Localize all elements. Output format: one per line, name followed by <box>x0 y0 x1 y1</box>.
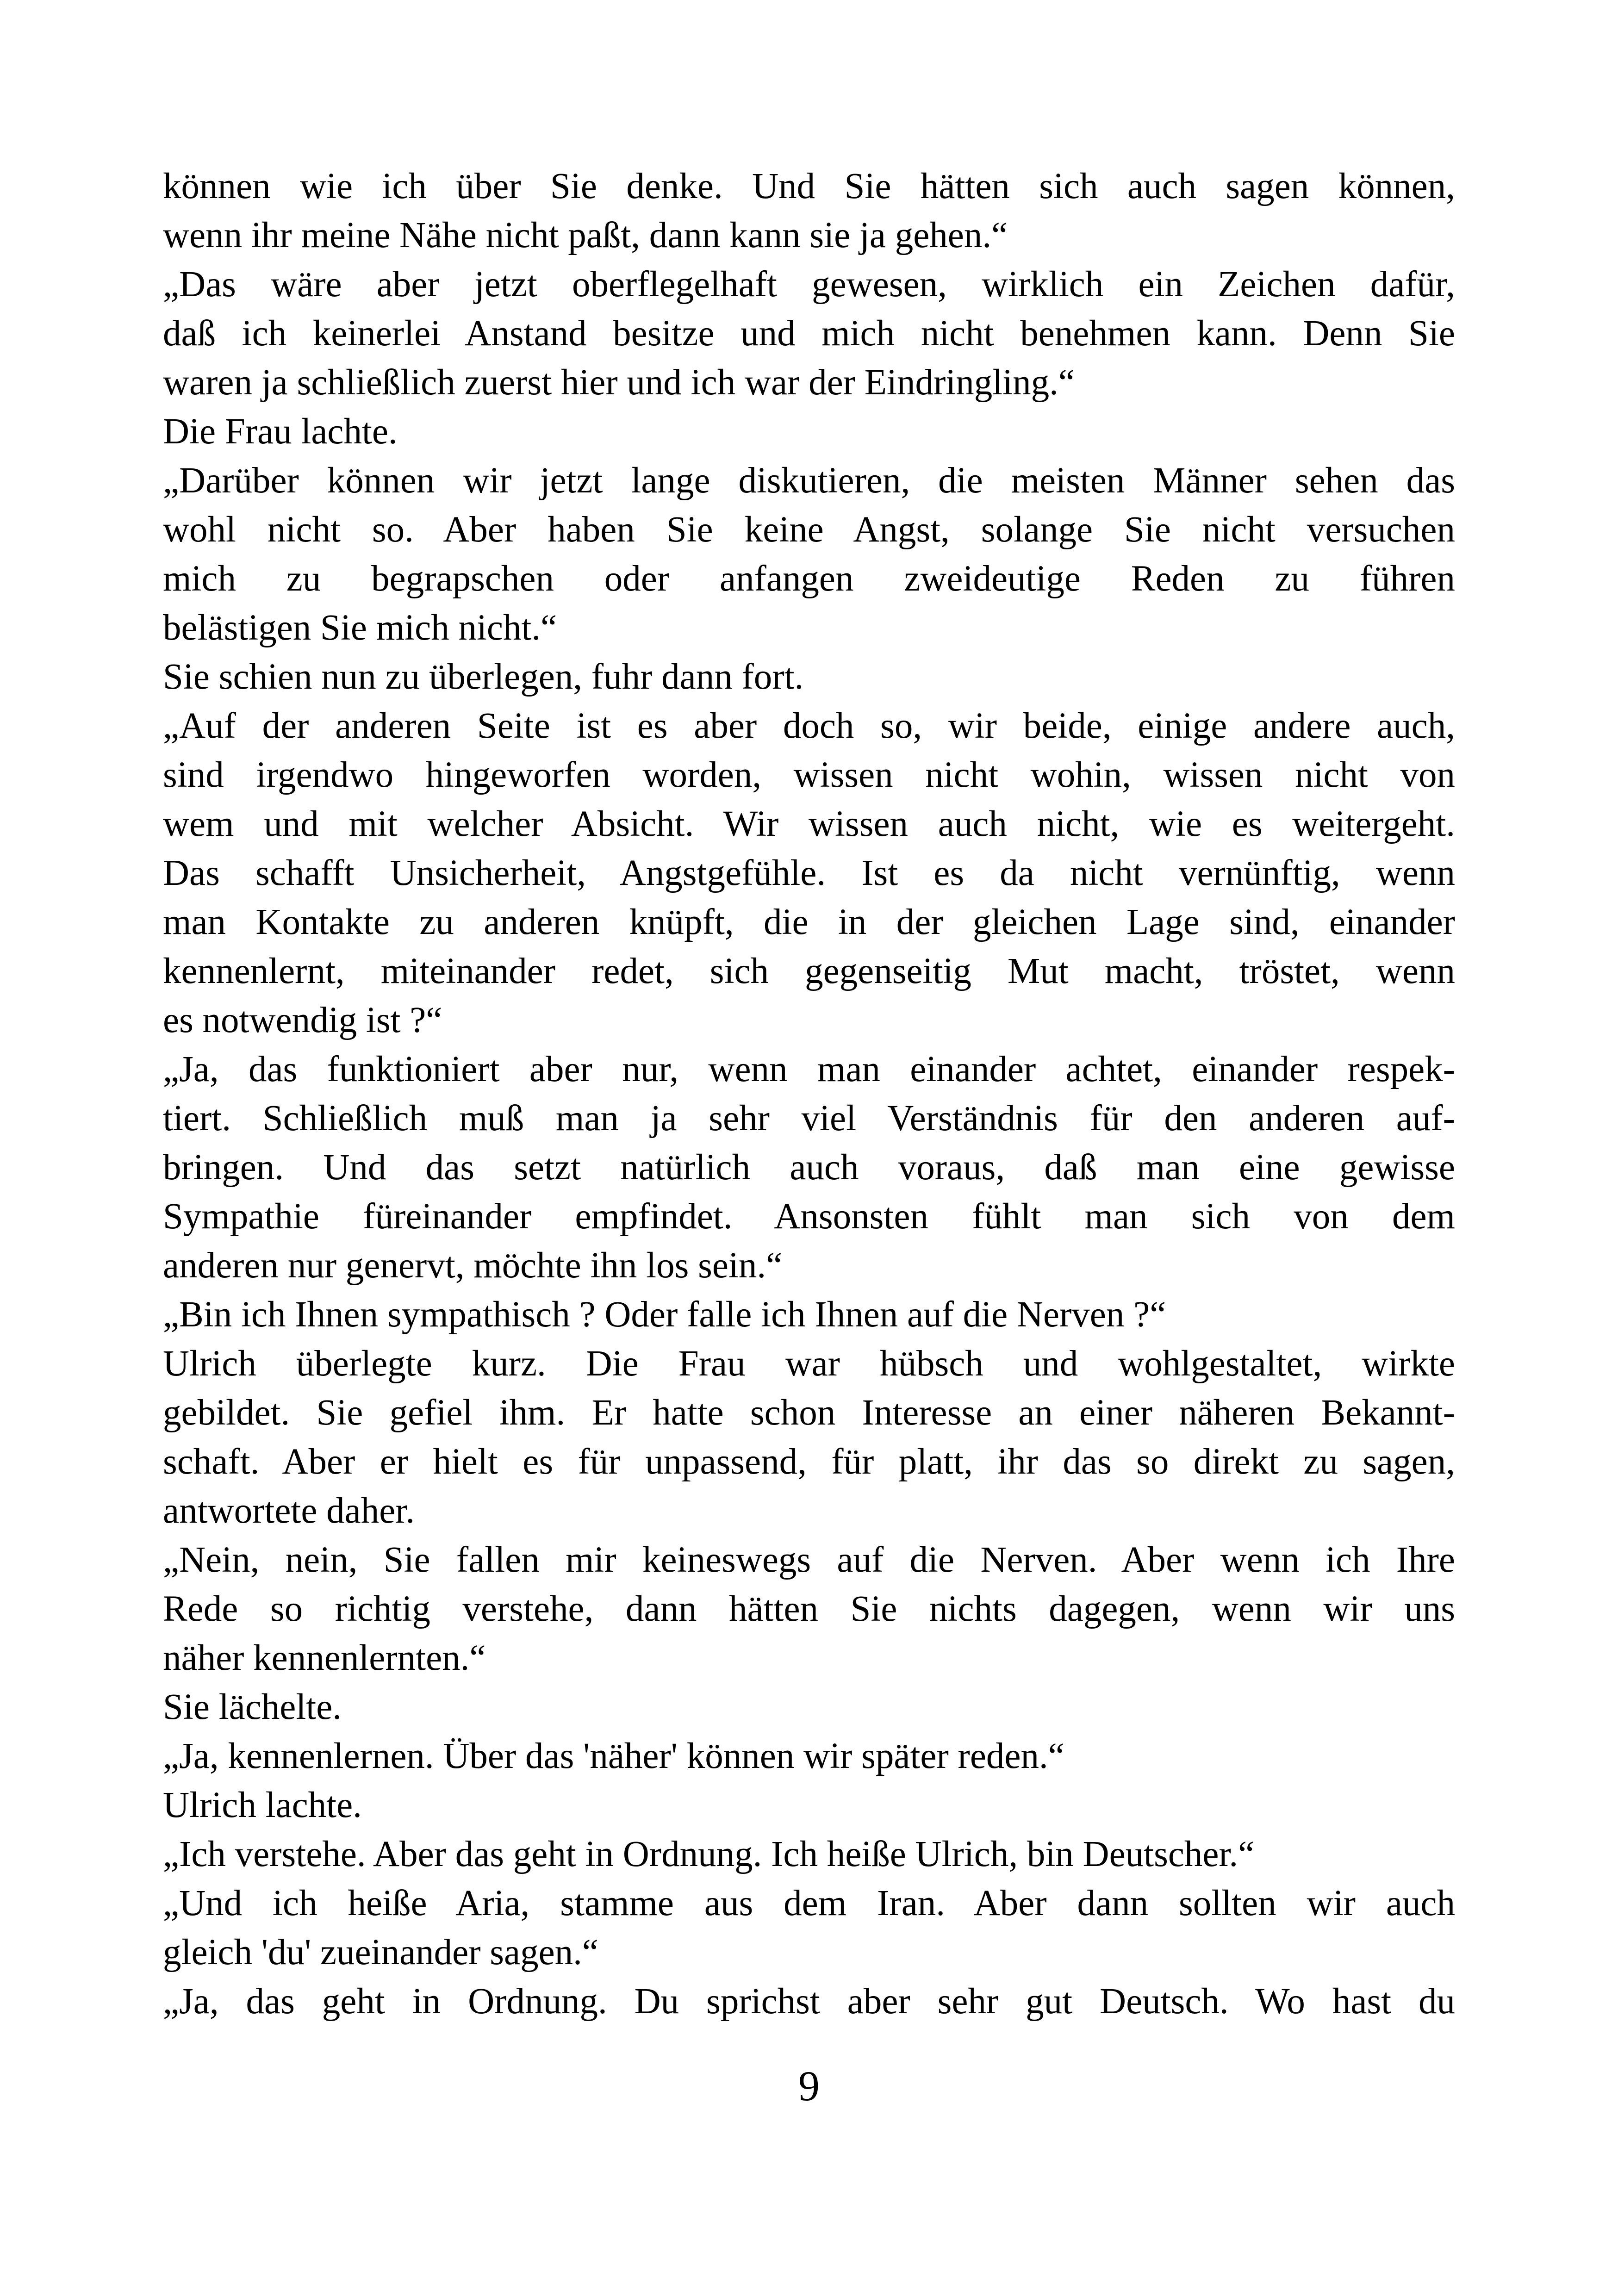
text-line: bringen. Und das setzt natürlich auch voraus, daß man eine gewisse <box>163 1147 1455 1188</box>
text-line: es notwendig ist ?“ <box>163 1000 442 1040</box>
text-line: waren ja schließlich zuerst hier und ich war der Eindringling.“ <box>163 362 1075 403</box>
body-text <box>163 162 1455 2026</box>
text-line: Sie schien nun zu überlegen, fuhr dann fort. <box>163 657 804 697</box>
text-line: gebildet. Sie gefiel ihm. Er hatte schon Interesse an einer näheren Bekannt- <box>163 1393 1455 1433</box>
text-line: Sie lächelte. <box>163 1687 342 1727</box>
text-line: Ulrich überlegte kurz. Die Frau war hübsch und wohlgestaltet, wirkte <box>163 1344 1455 1384</box>
text-line: mich zu begrapschen oder anfangen zweideutige Reden zu führen <box>163 559 1455 599</box>
text-line: daß ich keinerlei Anstand besitze und mich nicht benehmen kann. Denn Sie <box>163 313 1455 354</box>
text-line: tiert. Schließlich muß man ja sehr viel Verständnis für den anderen auf- <box>163 1098 1455 1139</box>
text-line: Die Frau lachte. <box>163 411 398 452</box>
text-line: „Und ich heiße Aria, stamme aus dem Iran. Aber dann sollten wir auch <box>163 1883 1455 1923</box>
text-line: „Nein, nein, Sie fallen mir keineswegs auf die Nerven. Aber wenn ich Ihre <box>163 1540 1455 1580</box>
text-line: wenn ihr meine Nähe nicht paßt, dann kann sie ja gehen.“ <box>163 215 1008 255</box>
text-line: Das schafft Unsicherheit, Angstgefühle. Ist es da nicht vernünftig, wenn <box>163 853 1455 893</box>
text-line: sind irgendwo hingeworfen worden, wissen nicht wohin, wissen nicht von <box>163 755 1455 795</box>
text-line: gleich 'du' zueinander sagen.“ <box>163 1932 598 1972</box>
text-line: man Kontakte zu anderen knüpft, die in der gleichen Lage sind, einander <box>163 902 1455 942</box>
text-line: „Ja, kennenlernen. Über das 'näher' können wir später reden.“ <box>163 1736 1064 1776</box>
text-line: „Darüber können wir jetzt lange diskutieren, die meisten Männer sehen das <box>163 460 1455 501</box>
text-line: schaft. Aber er hielt es für unpassend, für platt, ihr das so direkt zu sagen, <box>163 1442 1455 1482</box>
text-line: „Auf der anderen Seite ist es aber doch so, wir beide, einige andere auch, <box>163 706 1455 746</box>
page-number: 9 <box>798 2062 820 2109</box>
text-line: „Ja, das geht in Ordnung. Du sprichst aber sehr gut Deutsch. Wo hast du <box>163 1981 1455 2022</box>
text-line: „Ja, das funktioniert aber nur, wenn man einander achtet, einander respek- <box>163 1049 1455 1089</box>
text-line: Sympathie füreinander empfindet. Ansonsten fühlt man sich von dem <box>163 1196 1455 1237</box>
text-line: Rede so richtig verstehe, dann hätten Sie nichts dagegen, wenn wir uns <box>163 1589 1455 1629</box>
text-line: kennenlernt, miteinander redet, sich gegenseitig Mut macht, tröstet, wenn <box>163 951 1455 991</box>
text-line: können wie ich über Sie denke. Und Sie hätten sich auch sagen können, <box>163 166 1455 206</box>
text-line: Ulrich lachte. <box>163 1785 362 1825</box>
text-line: näher kennenlernten.“ <box>163 1638 486 1678</box>
text-line: antwortete daher. <box>163 1491 415 1531</box>
text-line: wohl nicht so. Aber haben Sie keine Angst, solange Sie nicht versuchen <box>163 510 1455 550</box>
text-line: „Ich verstehe. Aber das geht in Ordnung. Ich heiße Ulrich, bin Deutscher.“ <box>163 1834 1255 1874</box>
text-line: wem und mit welcher Absicht. Wir wissen auch nicht, wie es weitergeht. <box>163 804 1455 844</box>
text-line: „Bin ich Ihnen sympathisch ? Oder falle ich Ihnen auf die Nerven ?“ <box>163 1294 1166 1335</box>
text-line: „Das wäre aber jetzt oberflegelhaft gewesen, wirklich ein Zeichen dafür, <box>163 264 1455 305</box>
text-line: belästigen Sie mich nicht.“ <box>163 608 557 648</box>
text-line: anderen nur genervt, möchte ihn los sein.“ <box>163 1245 783 1286</box>
